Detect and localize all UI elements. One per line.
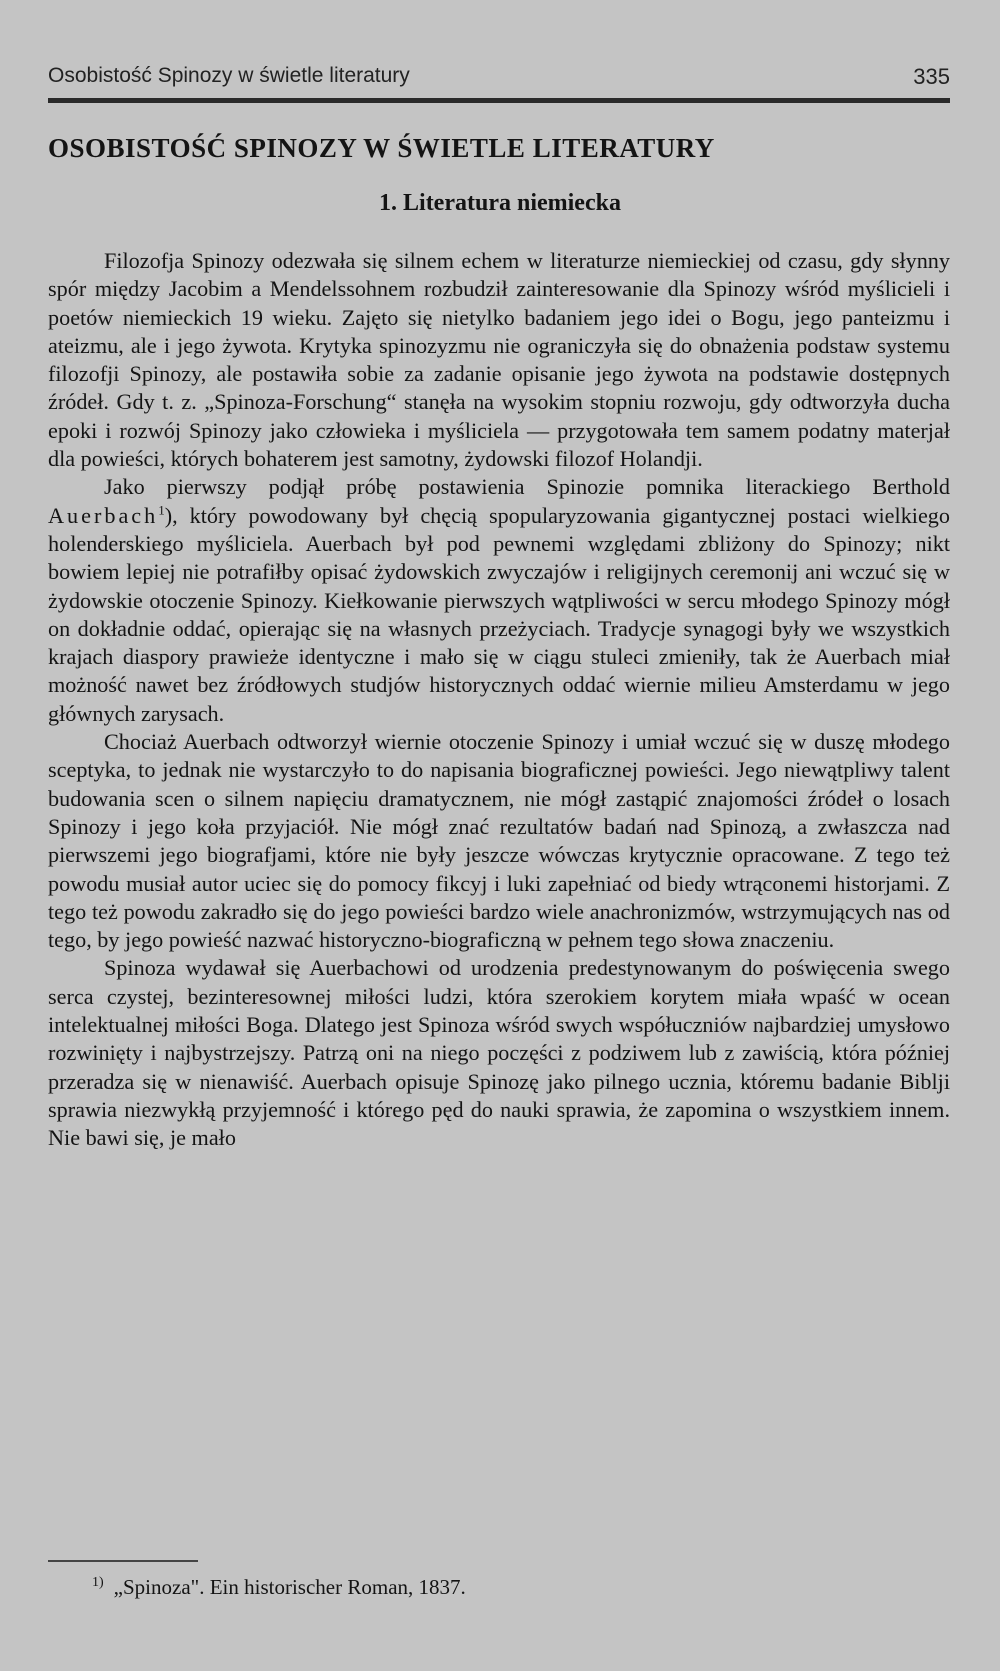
section-title: 1. Literatura niemiecka [379,190,621,216]
header-rule [48,98,950,103]
footnote [92,1575,950,1600]
paragraph-3: Chociaż Auerbach odtworzył wiernie otoczenie Spinozy i umiał wczuć się w duszę młodego sceptyka, to jednak nie wystarczyło to do napisania biograficznej powieści. Jego niewątpliwy talent budowania scen o silnem napięciu dramatycznem, nie mógł zastąpić znajomości źródeł o losach Spinozy i jego koła przyjaciół. Nie mógł znać rezultatów badań nad Spinozą, a zwłaszcza nad pierwszemi jego biografjami, które nie były jeszcze wówczas krytycznie opracowane. Z tego też powodu musiał autor uciec się do pomocy fikcyj i luki zapełniać od biedy wtrąconemi historjami. Z tego też powodu zakradło się do jego powieści bardzo wiele anachronizmów, wstrzymujących nas od tego, by jego powieść nazwać historyczno-biograficzną w pełnem tego słowa znaczeniu. [48,729,950,953]
paragraph-2 [48,473,950,728]
footnote-text: „Spinoza". Ein historischer Roman, 1837. [113,1575,466,1599]
page-number: 335 [913,64,950,89]
footnote-divider [48,1560,198,1562]
paragraph-2-rest: ), który powodowany był chęcią spopularyzowania gigantycznej postaci wielkiego holenderskiego myśliciela. Auerbach był pod pewnemi względami zbliżony do Spinozy; nikt bowiem lepiej nie potrafiłby opisać żydowskich zwyczajów i religijnych ceremonij ani wczuć się w żydowskie otoczenie Spinozy. Kiełkowanie pierwszych wątpliwości w sercu młodego Spinozy mógł on dokładnie oddać, opierając się na własnych przeżyciach. Tradycje synagogi były we wszystkich krajach diaspory prawieże identyczne i mało się w ciągu stuleci zmieniły, tak że Auerbach miał możność nawet bez źródłowych studjów historycznych oddać wiernie milieu Amsterdamu w jego głównych zarysach. [48,502,950,726]
paragraph-4: Spinoza wydawał się Auerbachowi od urodzenia predestynowanym do poświęcenia swego serca czystej, bezinteresownej miłości ludzi, która szerokiem korytem miała wpaść w ocean intelektualnej miłości Boga. Dlatego jest Spinoza wśród swych współuczniów najbardziej umysłowo rozwinięty i najbystrzejszy. Patrzą oni na niego poczęści z podziwem lub z zawiścią, która później przeradza się w nienawiść. Auerbach opisuje Spinozę jako pilnego ucznia, któremu badanie Biblji sprawia niezwykłą przyjemność i którego pęd do nauki sprawia, że zapomina o wszystkiem innem. Nie bawi się, je mało [48,955,950,1151]
footnote-reference[interactable]: 1 [158,502,165,518]
paragraph-2-start: Jako pierwszy podjął próbę postawienia Spinozie pomnika literackiego Berthold [104,474,950,500]
chapter-title: OSOBISTOŚĆ SPINOZY W ŚWIETLE LITERATURY [48,133,715,163]
page-header [48,64,950,94]
footnote-mark: 1) [92,1575,104,1590]
paragraph-1: Filozofja Spinozy odezwała się silnem echem w literaturze niemieckiej od czasu, gdy słynny spór między Jacobim a Mendelssohnem rozbudził zainteresowanie dla Spinozy wśród myślicieli i poetów niemieckich 19 wieku. Zajęto się nietylko badaniem jego idei o Bogu, jego panteizmu i ateizmu, ale i jego żywota. Krytyka spinozyzmu nie ograniczyła się do obnażenia podstaw systemu filozofji Spinozy, ale postawiła sobie za zadanie opisanie jego żywota na podstawie dostępnych źródeł. Gdy t. z. „Spinoza-Forschung“ stanęła na wysokim stopniu rozwoju, gdy odtworzyła ducha epoki i rozwój Spinozy jako człowieka i myśliciela — przygotowała tem samem podatny materjał dla powieści, których bohaterem jest samotny, żydowski filozof Holandji. [48,248,950,472]
author-name-spaced: Auerbach [48,502,159,528]
body-text [48,247,950,1153]
running-title: Osobistość Spinozy w świetle literatury [48,64,410,87]
